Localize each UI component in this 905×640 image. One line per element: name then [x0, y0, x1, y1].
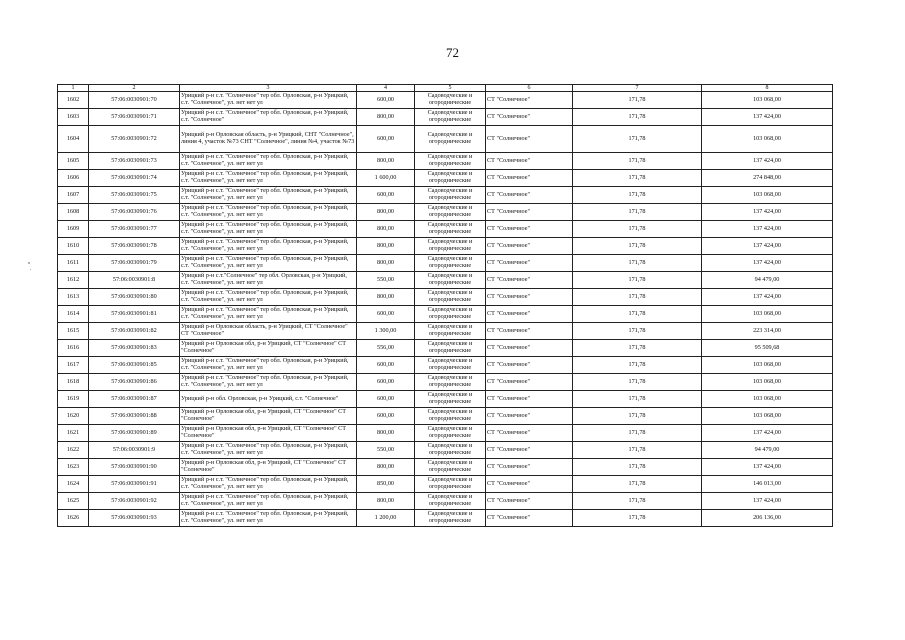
table-row: [58, 204, 833, 221]
address-cell: Урицкий р-н обл. Орловская, р-н Урицкий, с.т. "Солнечное": [180, 391, 357, 408]
organization-cell: СТ "Солнечное": [486, 187, 573, 204]
organization-cell: СТ "Солнечное": [486, 442, 573, 459]
row-number-cell: 1605: [58, 153, 89, 170]
specific-value-cell: 171,78: [573, 476, 702, 493]
land-use-cell: Садоводческие и огороднические: [415, 476, 486, 493]
organization-cell: СТ "Солнечное": [486, 476, 573, 493]
cadastral-number-cell: 57:06:0030901:77: [89, 221, 180, 238]
cadastral-value-cell: 103 068,00: [702, 187, 833, 204]
table-row: [58, 153, 833, 170]
address-cell: Урицкий р-н с.т. "Солнечное" тер обл. Орловская, р-н Урицкий, с.т. "Солнечное", ул. нет нет ул: [180, 153, 357, 170]
specific-value-cell: 171,78: [573, 170, 702, 187]
page-number: 72: [446, 45, 459, 60]
scan-speck: [30, 269, 31, 270]
table-row: [58, 425, 833, 442]
cadastral-number-cell: 57:06:0030901:76: [89, 204, 180, 221]
cadastral-number-cell: 57:06:0030901:88: [89, 408, 180, 425]
address-cell: Урицкий р-н с.т. "Солнечное" тер обл. Орловская, р-н Урицкий, с.т. "Солнечное", ул. нет нет ул: [180, 493, 357, 510]
address-cell: Урицкий р-н с.т. "Солнечное" тер обл. Орловская, р-н Урицкий, с.т. "Солнечное", ул. нет нет ул: [180, 442, 357, 459]
specific-value-cell: 171,78: [573, 272, 702, 289]
table-body: [58, 92, 833, 527]
cadastral-value-cell: 137 424,00: [702, 109, 833, 126]
cadastral-value-cell: 94 479,00: [702, 442, 833, 459]
organization-cell: СТ "Солнечное": [486, 221, 573, 238]
land-use-cell: Садоводческие и огороднические: [415, 357, 486, 374]
area-cell: 600,00: [357, 357, 415, 374]
row-number-cell: 1613: [58, 289, 89, 306]
cadastral-value-cell: 137 424,00: [702, 493, 833, 510]
specific-value-cell: 171,78: [573, 289, 702, 306]
table-row: [58, 442, 833, 459]
land-use-cell: Садоводческие и огороднические: [415, 493, 486, 510]
cadastral-number-cell: 57:06:0030901:81: [89, 306, 180, 323]
row-number-cell: 1623: [58, 459, 89, 476]
specific-value-cell: 171,78: [573, 340, 702, 357]
land-use-cell: Садоводческие и огороднические: [415, 92, 486, 109]
cadastral-number-cell: 57:06:0030901:86: [89, 374, 180, 391]
address-cell: Урицкий р-н Орловская обл, р-н Урицкий, СТ "Солнечное" СТ "Солнечное": [180, 459, 357, 476]
row-number-cell: 1612: [58, 272, 89, 289]
specific-value-cell: 171,78: [573, 221, 702, 238]
header-cell: 3: [180, 85, 357, 92]
land-use-cell: Садоводческие и огороднические: [415, 374, 486, 391]
land-use-cell: Садоводческие и огороднические: [415, 109, 486, 126]
organization-cell: СТ "Солнечное": [486, 126, 573, 153]
organization-cell: СТ "Солнечное": [486, 204, 573, 221]
area-cell: 800,00: [357, 493, 415, 510]
cadastral-value-cell: 137 424,00: [702, 153, 833, 170]
table-row: [58, 391, 833, 408]
cadastral-number-cell: 57:06:0030901:70: [89, 92, 180, 109]
cadastral-number-cell: 57:06:0030901:71: [89, 109, 180, 126]
specific-value-cell: 171,78: [573, 255, 702, 272]
organization-cell: СТ "Солнечное": [486, 493, 573, 510]
land-use-cell: Садоводческие и огороднические: [415, 289, 486, 306]
land-use-cell: Садоводческие и огороднические: [415, 187, 486, 204]
cadastral-value-cell: 223 314,00: [702, 323, 833, 340]
table-row: [58, 272, 833, 289]
area-cell: 600,00: [357, 374, 415, 391]
area-cell: 800,00: [357, 221, 415, 238]
land-use-cell: Садоводческие и огороднические: [415, 126, 486, 153]
table-row: [58, 510, 833, 527]
cadastral-number-cell: 57:06:0030901:92: [89, 493, 180, 510]
area-cell: 600,00: [357, 92, 415, 109]
table-row: [58, 238, 833, 255]
address-cell: Урицкий р-н с.т. "Солнечное" тер обл. Орловская, р-н Урицкий, с.т. "Солнечное", ул. нет нет ул: [180, 374, 357, 391]
address-cell: Урицкий р-н с.т. "Солнечное" тер обл. Орловская, р-н Урицкий, с.т. "Солнечное", ул. нет нет ул: [180, 510, 357, 527]
row-number-cell: 1625: [58, 493, 89, 510]
area-cell: 550,00: [357, 272, 415, 289]
table-row: [58, 187, 833, 204]
row-number-cell: 1626: [58, 510, 89, 527]
cadastral-value-cell: 137 424,00: [702, 221, 833, 238]
row-number-cell: 1624: [58, 476, 89, 493]
land-use-cell: Садоводческие и огороднические: [415, 340, 486, 357]
land-use-cell: Садоводческие и огороднические: [415, 255, 486, 272]
address-cell: Урицкий р-н с.т."Солнечное" тер обл. Орловская, р-н Урицкий, с.т. "Солнечное", ул. нет нет ул: [180, 272, 357, 289]
area-cell: 800,00: [357, 255, 415, 272]
specific-value-cell: 171,78: [573, 153, 702, 170]
area-cell: 600,00: [357, 126, 415, 153]
area-cell: 600,00: [357, 306, 415, 323]
land-use-cell: Садоводческие и огороднические: [415, 221, 486, 238]
cadastral-value-cell: 103 068,00: [702, 357, 833, 374]
land-use-cell: Садоводческие и огороднические: [415, 425, 486, 442]
cadastral-value-cell: 137 424,00: [702, 204, 833, 221]
cadastral-value-cell: 103 068,00: [702, 306, 833, 323]
table-row: [58, 374, 833, 391]
area-cell: 1 600,00: [357, 170, 415, 187]
table-row: [58, 459, 833, 476]
land-use-cell: Садоводческие и огороднические: [415, 306, 486, 323]
area-cell: 800,00: [357, 153, 415, 170]
row-number-cell: 1619: [58, 391, 89, 408]
cadastral-value-cell: 137 424,00: [702, 238, 833, 255]
cadastral-value-cell: 206 136,00: [702, 510, 833, 527]
row-number-cell: 1618: [58, 374, 89, 391]
address-cell: Урицкий р-н с.т. "Солнечное" тер обл. Орловская, р-н Урицкий, с.т. "Солнечное", ул. нет нет ул: [180, 187, 357, 204]
address-cell: Урицкий р-н Орловская обл, р-н Урицкий, СТ "Солнечное" СТ "Солнечное": [180, 408, 357, 425]
address-cell: Урицкий р-н с.т. "Солнечное" тер обл. Орловская, р-н Урицкий, с.т. "Солнечное", ул. нет нет ул: [180, 255, 357, 272]
table-row: [58, 289, 833, 306]
table-row: [58, 306, 833, 323]
land-use-cell: Садоводческие и огороднические: [415, 391, 486, 408]
header-cell: 5: [415, 85, 486, 92]
cadastral-value-cell: 137 424,00: [702, 255, 833, 272]
table-row: [58, 340, 833, 357]
land-use-cell: Садоводческие и огороднические: [415, 408, 486, 425]
cadastral-number-cell: 57:06:0030901:87: [89, 391, 180, 408]
organization-cell: СТ "Солнечное": [486, 92, 573, 109]
row-number-cell: 1614: [58, 306, 89, 323]
specific-value-cell: 171,78: [573, 493, 702, 510]
cadastral-number-cell: 57:06:0030901:90: [89, 459, 180, 476]
address-cell: Урицкий р-н с.т. "Солнечное" тер обл. Орловская, р-н Урицкий, с.т. "Солнечное", ул. нет нет ул: [180, 357, 357, 374]
organization-cell: СТ "Солнечное": [486, 459, 573, 476]
header-cell: 4: [357, 85, 415, 92]
table-row: [58, 109, 833, 126]
area-cell: 1 200,00: [357, 510, 415, 527]
area-cell: 600,00: [357, 391, 415, 408]
area-cell: 600,00: [357, 408, 415, 425]
cadastral-value-cell: 137 424,00: [702, 289, 833, 306]
organization-cell: СТ "Солнечное": [486, 170, 573, 187]
row-number-cell: 1617: [58, 357, 89, 374]
cadastral-value-cell: 274 848,00: [702, 170, 833, 187]
cadastral-number-cell: 57:06:0030901:75: [89, 187, 180, 204]
land-use-cell: Садоводческие и огороднические: [415, 170, 486, 187]
address-cell: Урицкий р-н с.т. "Солнечное" тер обл. Орловская, р-н Урицкий, с.т. "Солнечное": [180, 109, 357, 126]
cadastral-number-cell: 57:06:0030901:89: [89, 425, 180, 442]
area-cell: 800,00: [357, 238, 415, 255]
table-row: [58, 126, 833, 153]
cadastral-number-cell: 57:06:0030901:85: [89, 357, 180, 374]
area-cell: 800,00: [357, 459, 415, 476]
specific-value-cell: 171,78: [573, 238, 702, 255]
land-use-cell: Садоводческие и огороднические: [415, 204, 486, 221]
address-cell: Урицкий р-н Орловская область, р-н Урицкий, СТ "Солнечное" СТ "Солнечное": [180, 323, 357, 340]
land-use-cell: Садоводческие и огороднические: [415, 459, 486, 476]
row-number-cell: 1611: [58, 255, 89, 272]
address-cell: Урицкий р-н с.т. "Солнечное" тер обл. Орловская, р-н Урицкий, с.т. "Солнечное", ул. нет нет ул: [180, 221, 357, 238]
area-cell: 550,00: [357, 442, 415, 459]
area-cell: 800,00: [357, 289, 415, 306]
cadastral-number-cell: 57:06:0030901:9: [89, 442, 180, 459]
area-cell: 600,00: [357, 187, 415, 204]
organization-cell: СТ "Солнечное": [486, 255, 573, 272]
row-number-cell: 1620: [58, 408, 89, 425]
specific-value-cell: 171,78: [573, 126, 702, 153]
specific-value-cell: 171,78: [573, 92, 702, 109]
row-number-cell: 1615: [58, 323, 89, 340]
specific-value-cell: 171,78: [573, 357, 702, 374]
row-number-cell: 1621: [58, 425, 89, 442]
specific-value-cell: 171,78: [573, 374, 702, 391]
area-cell: 850,00: [357, 476, 415, 493]
cadastral-number-cell: 57:06:0030901:79: [89, 255, 180, 272]
table-row: [58, 493, 833, 510]
cadastral-number-cell: 57:06:0030901:73: [89, 153, 180, 170]
header-row: [58, 85, 833, 92]
organization-cell: СТ "Солнечное": [486, 109, 573, 126]
address-cell: Урицкий р-н Орловская область, р-н Урицкий, СНТ "Солнечное", линия 4, участок №73 СНТ "Солнечное", линия №4, участок №73: [180, 126, 357, 153]
cadastral-number-cell: 57:06:0030901:72: [89, 126, 180, 153]
header-cell: 8: [702, 85, 833, 92]
cadastral-value-cell: 137 424,00: [702, 459, 833, 476]
specific-value-cell: 171,78: [573, 442, 702, 459]
area-cell: 800,00: [357, 204, 415, 221]
address-cell: Урицкий р-н Орловская обл, р-н Урицкий, СТ "Солнечное" СТ "Солнечное": [180, 425, 357, 442]
header-cell: 2: [89, 85, 180, 92]
organization-cell: СТ "Солнечное": [486, 153, 573, 170]
cadastral-number-cell: 57:06:0030901:91: [89, 476, 180, 493]
row-number-cell: 1622: [58, 442, 89, 459]
header-cell: 1: [58, 85, 89, 92]
land-use-cell: Садоводческие и огороднические: [415, 510, 486, 527]
land-use-cell: Садоводческие и огороднические: [415, 323, 486, 340]
row-number-cell: 1604: [58, 126, 89, 153]
cadastral-value-cell: 103 068,00: [702, 92, 833, 109]
organization-cell: СТ "Солнечное": [486, 323, 573, 340]
cadastral-value-cell: 95 509,68: [702, 340, 833, 357]
cadastral-number-cell: 57:06:0030901:80: [89, 289, 180, 306]
land-use-cell: Садоводческие и огороднические: [415, 442, 486, 459]
organization-cell: СТ "Солнечное": [486, 391, 573, 408]
land-register-table: [57, 84, 833, 527]
organization-cell: СТ "Солнечное": [486, 272, 573, 289]
address-cell: Урицкий р-н с.т. "Солнечное" тер обл. Орловская, р-н Урицкий, с.т. "Солнечное", ул. нет нет ул: [180, 306, 357, 323]
specific-value-cell: 171,78: [573, 391, 702, 408]
table-row: [58, 408, 833, 425]
area-cell: 1 300,00: [357, 323, 415, 340]
address-cell: Урицкий р-н с.т. "Солнечное" тер обл. Орловская, р-н Урицкий, с.т. "Солнечное", ул. нет нет ул: [180, 204, 357, 221]
land-use-cell: Садоводческие и огороднические: [415, 238, 486, 255]
row-number-cell: 1616: [58, 340, 89, 357]
row-number-cell: 1609: [58, 221, 89, 238]
cadastral-value-cell: 94 479,00: [702, 272, 833, 289]
cadastral-number-cell: 57:06:0030901:83: [89, 340, 180, 357]
address-cell: Урицкий р-н Орловская обл, р-н Урицкий, СТ "Солнечное" СТ "Солнечное": [180, 340, 357, 357]
row-number-cell: 1603: [58, 109, 89, 126]
organization-cell: СТ "Солнечное": [486, 408, 573, 425]
organization-cell: СТ "Солнечное": [486, 289, 573, 306]
specific-value-cell: 171,78: [573, 510, 702, 527]
cadastral-value-cell: 103 068,00: [702, 374, 833, 391]
row-number-cell: 1608: [58, 204, 89, 221]
cadastral-value-cell: 137 424,00: [702, 425, 833, 442]
cadastral-number-cell: 57:06:0030901:78: [89, 238, 180, 255]
table-row: [58, 323, 833, 340]
table-row: [58, 476, 833, 493]
row-number-cell: 1607: [58, 187, 89, 204]
organization-cell: СТ "Солнечное": [486, 340, 573, 357]
organization-cell: СТ "Солнечное": [486, 425, 573, 442]
address-cell: Урицкий р-н с.т. "Солнечное" тер обл. Орловская, р-н Урицкий, с.т. "Солнечное", ул. нет нет ул: [180, 289, 357, 306]
specific-value-cell: 171,78: [573, 109, 702, 126]
cadastral-value-cell: 103 068,00: [702, 391, 833, 408]
table-row: [58, 170, 833, 187]
address-cell: Урицкий р-н с.т. "Солнечное" тер обл. Орловская, р-н Урицкий, с.т. "Солнечное", ул. нет нет ул: [180, 476, 357, 493]
specific-value-cell: 171,78: [573, 306, 702, 323]
table-row: [58, 221, 833, 238]
scan-speck: [28, 262, 30, 264]
header-cell: 7: [573, 85, 702, 92]
table-row: [58, 255, 833, 272]
specific-value-cell: 171,78: [573, 459, 702, 476]
row-number-cell: 1602: [58, 92, 89, 109]
land-use-cell: Садоводческие и огороднические: [415, 153, 486, 170]
cadastral-number-cell: 57:06:0030901:93: [89, 510, 180, 527]
header-cell: 6: [486, 85, 573, 92]
cadastral-value-cell: 103 068,00: [702, 408, 833, 425]
specific-value-cell: 171,78: [573, 425, 702, 442]
cadastral-number-cell: 57:06:0030901:8: [89, 272, 180, 289]
organization-cell: СТ "Солнечное": [486, 510, 573, 527]
specific-value-cell: 171,78: [573, 408, 702, 425]
area-cell: 800,00: [357, 109, 415, 126]
row-number-cell: 1606: [58, 170, 89, 187]
address-cell: Урицкий р-н с.т. "Солнечное" тер обл. Орловская, р-н Урицкий, с.т. "Солнечное", ул. нет нет ул: [180, 238, 357, 255]
specific-value-cell: 171,78: [573, 323, 702, 340]
table-row: [58, 92, 833, 109]
address-cell: Урицкий р-н с.т. "Солнечное" тер обл. Орловская, р-н Урицкий, с.т. "Солнечное", ул. нет нет ул: [180, 92, 357, 109]
area-cell: 800,00: [357, 425, 415, 442]
organization-cell: СТ "Солнечное": [486, 306, 573, 323]
organization-cell: СТ "Солнечное": [486, 238, 573, 255]
address-cell: Урицкий р-н с.т. "Солнечное" тер обл. Орловская, р-н Урицкий, с.т. "Солнечное", ул. нет нет ул: [180, 170, 357, 187]
cadastral-value-cell: 103 068,00: [702, 126, 833, 153]
area-cell: 556,00: [357, 340, 415, 357]
row-number-cell: 1610: [58, 238, 89, 255]
cadastral-number-cell: 57:06:0030901:82: [89, 323, 180, 340]
organization-cell: СТ "Солнечное": [486, 374, 573, 391]
cadastral-number-cell: 57:06:0030901:74: [89, 170, 180, 187]
cadastral-value-cell: 146 013,00: [702, 476, 833, 493]
land-use-cell: Садоводческие и огороднические: [415, 272, 486, 289]
specific-value-cell: 171,78: [573, 187, 702, 204]
organization-cell: СТ "Солнечное": [486, 357, 573, 374]
table-row: [58, 357, 833, 374]
specific-value-cell: 171,78: [573, 204, 702, 221]
